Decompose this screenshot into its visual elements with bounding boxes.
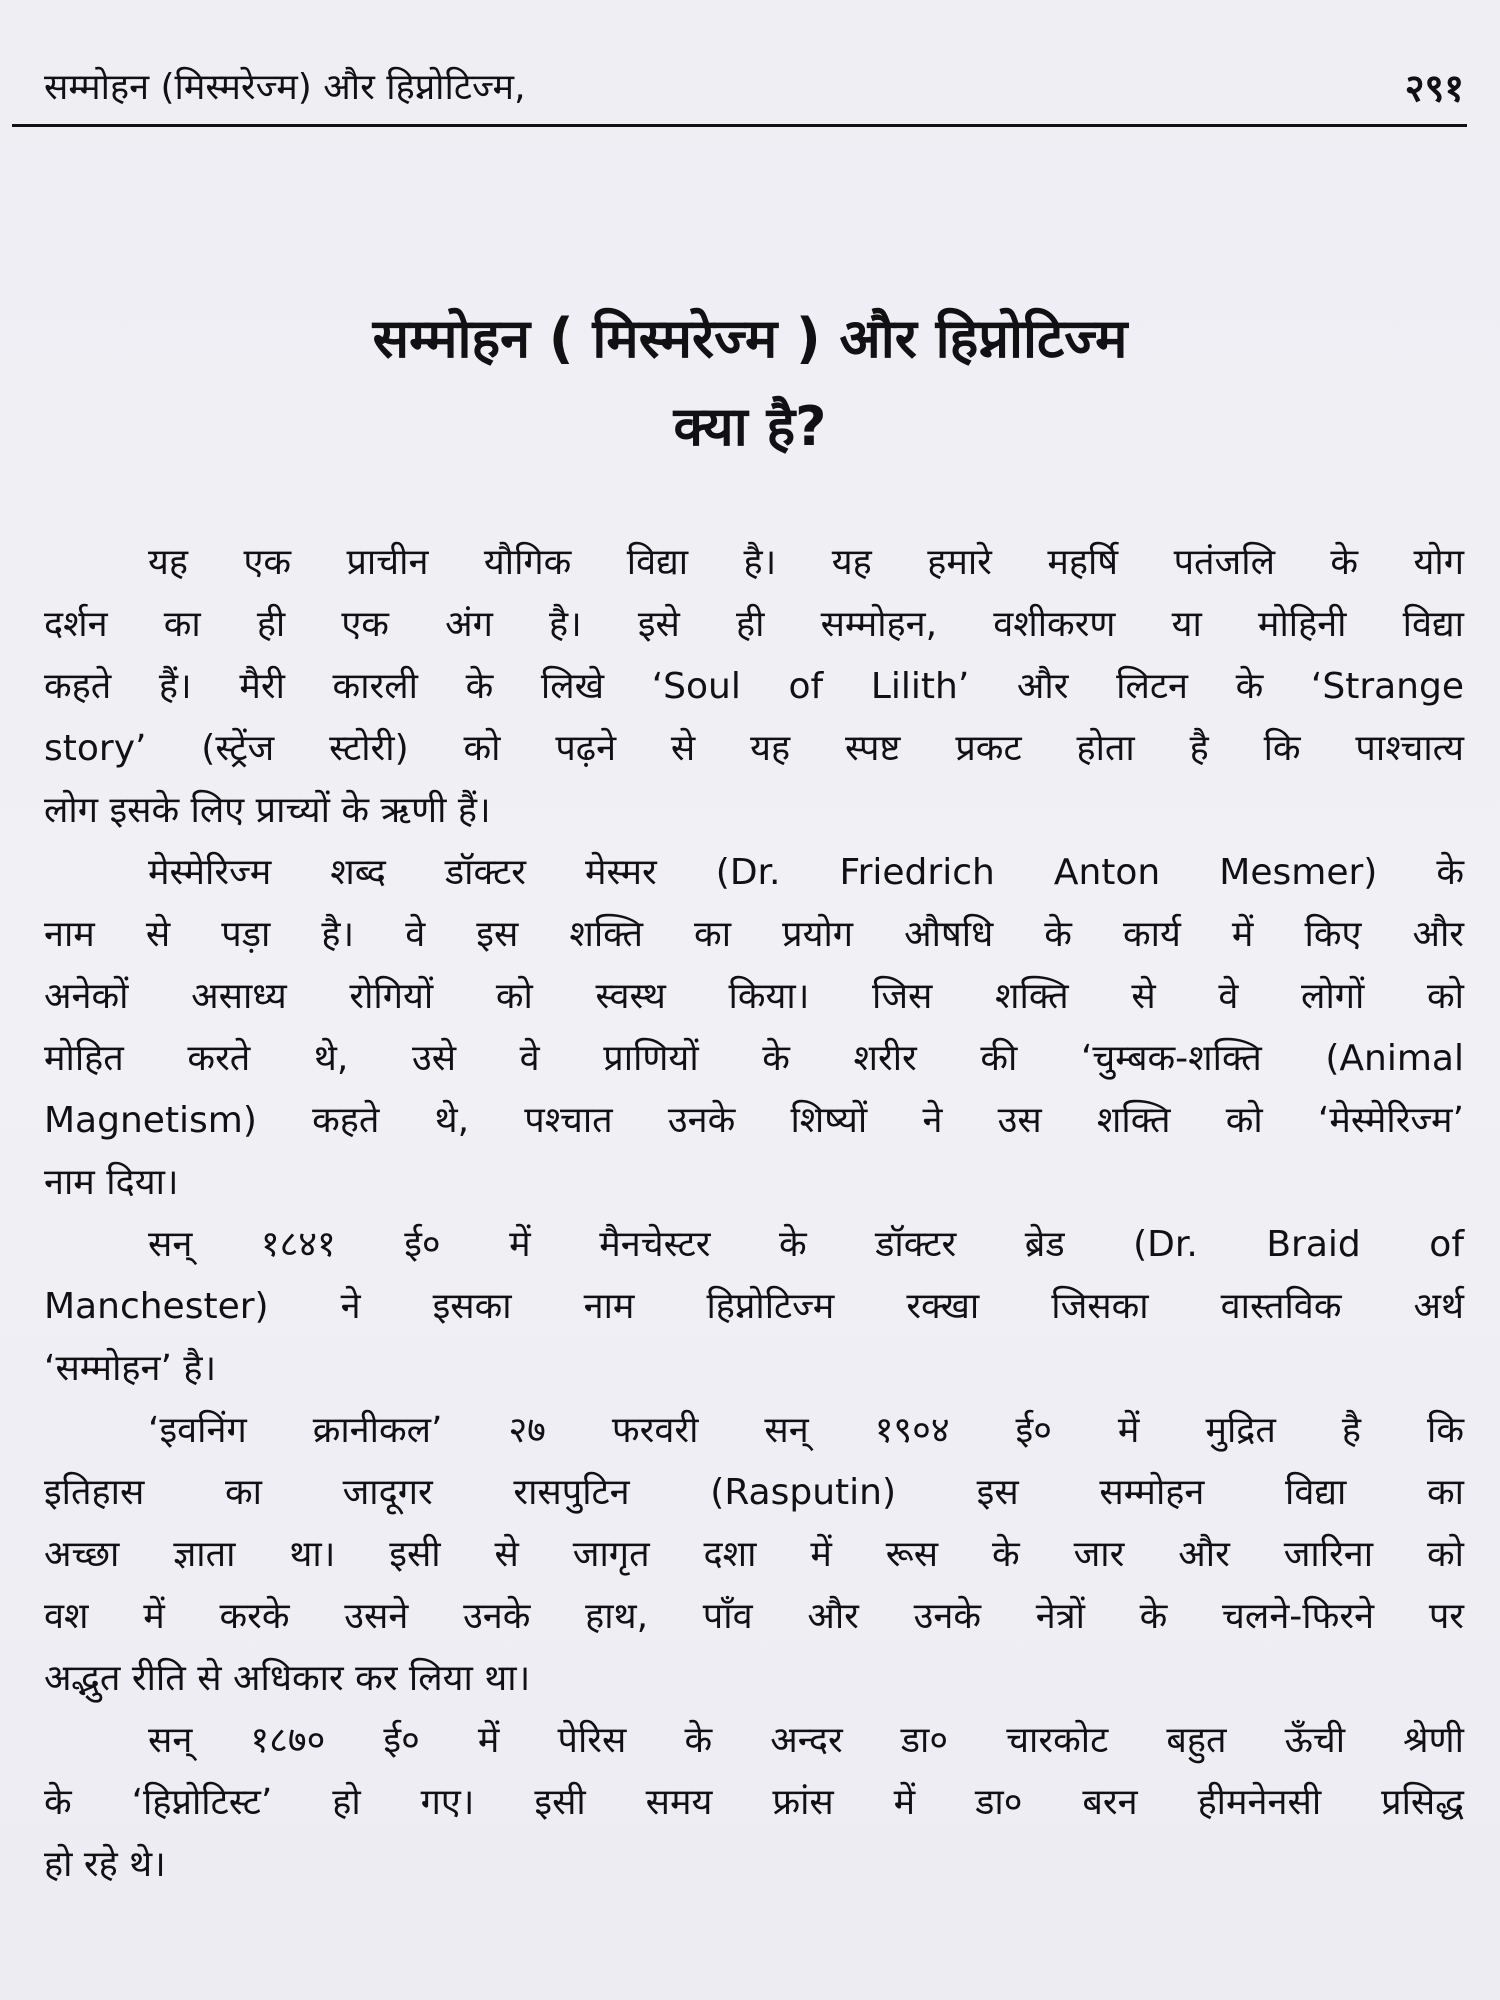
text-line: वश में करके उसने उनके हाथ, पाँव और उनके नेत्रों के चलने-फिरने पर	[44, 1596, 1464, 1637]
text-line: मोहित करते थे, उसे वे प्राणियों के शरीर की ‘चुम्बक-शक्ति (Animal	[44, 1038, 1464, 1079]
header-rule	[12, 124, 1467, 127]
text-line: ‘सम्मोहन’ है।	[44, 1348, 217, 1389]
text-line: story’ (स्ट्रेंज स्टोरी) को पढ़ने से यह स्पष्ट प्रकट होता है कि पाश्चात्य	[44, 728, 1464, 769]
text-line: हो रहे थे।	[44, 1844, 166, 1885]
text-line: ‘इवनिंग क्रानीकल’ २७ फरवरी सन् १९०४ ई० में मुद्रित है कि	[148, 1410, 1464, 1451]
running-head-title: सम्मोहन (मिस्मरेज्म) और हिप्नोटिज्म,	[44, 67, 526, 108]
text-line: दर्शन का ही एक अंग है। इसे ही सम्मोहन, वशीकरण या मोहिनी विद्या	[44, 604, 1464, 645]
text-line: नाम दिया।	[44, 1162, 179, 1203]
chapter-title	[0, 295, 1500, 471]
chapter-title-line: सम्मोहन ( मिस्मरेज्म ) और हिप्नोटिज्म	[372, 307, 1128, 370]
body-text	[44, 532, 1464, 1896]
chapter-title-line: क्या है?	[673, 395, 827, 458]
text-line: इतिहास का जादूगर रासपुटिन (Rasputin) इस सम्मोहन विद्या का	[44, 1472, 1464, 1513]
text-line: सन् १८४१ ई० में मैनचेस्टर के डॉक्टर ब्रेड (Dr. Braid of	[148, 1224, 1464, 1265]
text-line: यह एक प्राचीन यौगिक विद्या है। यह हमारे महर्षि पतंजलि के योग	[148, 542, 1464, 583]
text-line: अद्भुत रीति से अधिकार कर लिया था।	[44, 1658, 531, 1699]
text-line: Manchester) ने इसका नाम हिप्नोटिज्म रक्खा जिसका वास्तविक अर्थ	[44, 1286, 1464, 1327]
paragraph	[44, 1400, 1464, 1710]
text-line: कहते हैं। मैरी कारली के लिखे ‘Soul of Lilith’ और लिटन के ‘Strange	[44, 666, 1464, 707]
running-header	[44, 58, 1464, 120]
text-line: नाम से पड़ा है। वे इस शक्ति का प्रयोग औषधि के कार्य में किए और	[44, 914, 1464, 955]
text-line: अनेकों असाध्य रोगियों को स्वस्थ किया। जिस शक्ति से वे लोगों को	[44, 976, 1464, 1017]
text-line: मेस्मेरिज्म शब्द डॉक्टर मेस्मर (Dr. Friedrich Anton Mesmer) के	[148, 852, 1464, 893]
text-line: लोग इसके लिए प्राच्यों के ऋणी हैं।	[44, 790, 491, 831]
paragraph	[44, 842, 1464, 1214]
text-line: अच्छा ज्ञाता था। इसी से जागृत दशा में रूस के जार और जारिना को	[44, 1534, 1464, 1575]
paragraph	[44, 1710, 1464, 1896]
text-line: सन् १८७० ई० में पेरिस के अन्दर डा० चारकोट बहुत ऊँची श्रेणी	[148, 1720, 1464, 1761]
text-line: के ‘हिप्नोटिस्ट’ हो गए। इसी समय फ्रांस में डा० बरन हीमनेनसी प्रसिद्ध	[44, 1782, 1464, 1823]
text-line: Magnetism) कहते थे, पश्चात उनके शिष्यों ने उस शक्ति को ‘मेस्मेरिज्म’	[44, 1100, 1464, 1141]
paragraph	[44, 532, 1464, 842]
paragraph	[44, 1214, 1464, 1400]
page-number: २९१	[1404, 66, 1464, 110]
